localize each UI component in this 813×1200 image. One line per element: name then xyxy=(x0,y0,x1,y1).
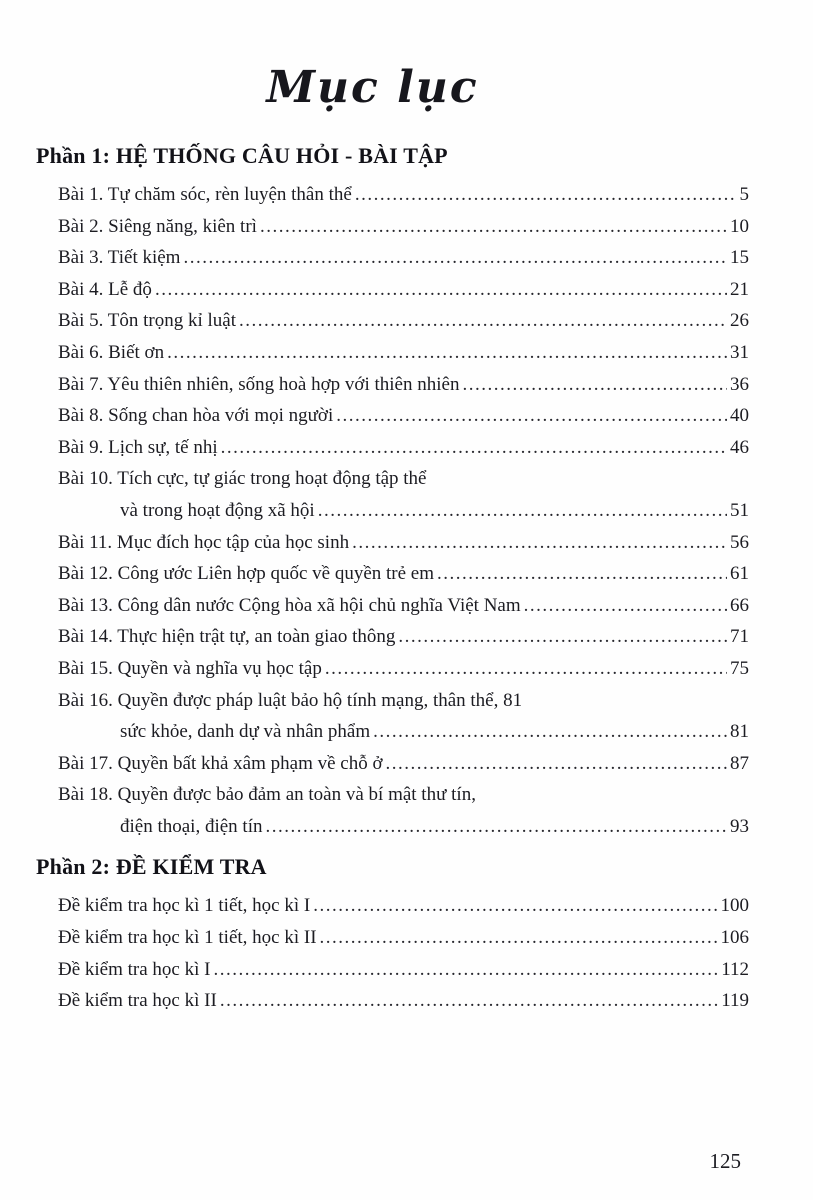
toc-entry xyxy=(58,558,749,590)
entry-label: Bài 12. Công ước Liên hợp quốc về quyền trẻ em xyxy=(58,563,435,585)
entry-page-number: 26 xyxy=(730,310,749,332)
toc-entry-continuation xyxy=(120,811,749,843)
entry-label: Bài 10. Tích cực, tự giác trong hoạt động tập thể xyxy=(58,468,427,490)
dot-leader xyxy=(220,985,718,1017)
section-heading: Phần 2: ĐỀ KIỂM TRA xyxy=(36,854,267,880)
toc-entry xyxy=(58,890,749,922)
toc-entry xyxy=(58,274,749,306)
toc-entry xyxy=(58,748,749,780)
entry-page-number: 10 xyxy=(730,215,749,237)
toc-entry xyxy=(58,211,749,243)
dot-leader xyxy=(313,890,717,922)
entry-label: Bài 6. Biết ơn xyxy=(58,341,165,363)
dot-leader xyxy=(462,369,727,401)
dot-leader xyxy=(260,211,727,243)
entry-label: Bài 11. Mục đích học tập của học sinh xyxy=(58,531,350,553)
entry-label: Bài 3. Tiết kiệm xyxy=(58,247,181,269)
dot-leader xyxy=(352,527,727,559)
dot-leader xyxy=(155,274,727,306)
page-number: 125 xyxy=(709,1149,741,1173)
entry-label: Bài 5. Tôn trọng kỉ luật xyxy=(58,310,237,332)
toc-entry xyxy=(58,922,749,954)
entry-page-number: 81 xyxy=(730,721,749,743)
entry-page-number: 119 xyxy=(721,990,749,1012)
toc-entry xyxy=(58,685,749,717)
entry-page-number: 5 xyxy=(739,184,749,205)
dot-leader xyxy=(213,954,718,986)
dot-leader xyxy=(167,337,727,369)
entry-page-number: 31 xyxy=(730,341,749,363)
entry-label: Đề kiểm tra học kì 1 tiết, học kì II xyxy=(58,927,317,949)
entry-label: Bài 9. Lịch sự, tế nhị xyxy=(58,436,218,458)
toc-entry xyxy=(58,527,749,559)
toc-entry xyxy=(58,621,749,653)
entry-page-number: 51 xyxy=(730,499,749,521)
dot-leader xyxy=(524,590,727,622)
entry-label: Bài 8. Sống chan hòa với mọi người xyxy=(58,405,334,427)
entry-page-number: 40 xyxy=(730,405,749,427)
toc-entry xyxy=(58,463,749,495)
entry-label: Bài 13. Công dân nước Cộng hòa xã hội chủ nghĩa Việt Nam xyxy=(58,594,521,616)
dot-leader xyxy=(398,621,727,653)
toc-entry xyxy=(58,179,749,211)
entry-label: sức khỏe, danh dự và nhân phẩm xyxy=(120,721,371,743)
entry-label: và trong hoạt động xã hội xyxy=(120,499,315,521)
entry-page-number: 15 xyxy=(730,247,749,269)
toc-section xyxy=(36,143,749,842)
entry-label: Đề kiểm tra học kì 1 tiết, học kì I xyxy=(58,895,311,917)
entry-label: Bài 1. Tự chăm sóc, rèn luyện thân thể xyxy=(58,184,352,205)
toc-entry xyxy=(58,337,749,369)
entry-page-number: 66 xyxy=(730,594,749,616)
dot-leader xyxy=(355,179,737,211)
entry-page-number: 106 xyxy=(720,927,749,949)
toc-entry xyxy=(58,985,749,1017)
entry-page-number: 46 xyxy=(730,436,749,458)
table-of-contents xyxy=(36,143,749,1017)
entry-label: Bài 4. Lễ độ xyxy=(58,278,152,300)
entry-label: Bài 16. Quyền được pháp luật bảo hộ tính mạng, thân thể, 81 xyxy=(58,689,523,711)
entry-page-number: 71 xyxy=(730,626,749,648)
entry-page-number: 93 xyxy=(730,815,749,837)
entry-page-number: 112 xyxy=(721,958,749,980)
toc-section xyxy=(36,854,749,1016)
dot-leader xyxy=(386,748,727,780)
toc-entry xyxy=(58,653,749,685)
entry-label: Bài 15. Quyền và nghĩa vụ học tập xyxy=(58,657,322,679)
entry-page-number: 100 xyxy=(720,895,749,917)
entry-label: Bài 17. Quyền bất khả xâm phạm về chỗ ở xyxy=(58,752,383,774)
toc-entry xyxy=(58,779,749,811)
toc-entry-continuation xyxy=(120,495,749,527)
toc-entry xyxy=(58,400,749,432)
toc-entry xyxy=(58,432,749,464)
entry-label: điện thoại, điện tín xyxy=(120,815,263,837)
dot-leader xyxy=(221,432,727,464)
dot-leader xyxy=(336,400,727,432)
section-heading: Phần 1: HỆ THỐNG CÂU HỎI - BÀI TẬP xyxy=(36,143,448,168)
entry-label: Đề kiểm tra học kì I xyxy=(58,958,211,980)
toc-entry xyxy=(58,242,749,274)
dot-leader xyxy=(318,495,727,527)
entry-page-number: 36 xyxy=(730,373,749,395)
toc-entry xyxy=(58,590,749,622)
dot-leader xyxy=(183,242,727,274)
dot-leader xyxy=(325,653,727,685)
dot-leader xyxy=(265,811,727,843)
entry-page-number: 75 xyxy=(730,657,749,679)
dot-leader xyxy=(239,305,727,337)
entry-label: Bài 18. Quyền được bảo đảm an toàn và bí mật thư tín, xyxy=(58,784,476,806)
page-title: Mục lục xyxy=(266,62,479,113)
dot-leader xyxy=(320,922,718,954)
entry-page-number: 87 xyxy=(730,752,749,774)
entry-label: Bài 2. Siêng năng, kiên trì xyxy=(58,215,257,237)
entry-page-number: 56 xyxy=(730,531,749,553)
toc-entry xyxy=(58,305,749,337)
dot-leader xyxy=(437,558,727,590)
dot-leader xyxy=(373,716,727,748)
entry-label: Bài 7. Yêu thiên nhiên, sống hoà hợp với thiên nhiên xyxy=(58,373,460,395)
entry-page-number: 21 xyxy=(730,278,749,300)
entry-page-number: 61 xyxy=(730,563,749,585)
toc-entry xyxy=(58,954,749,986)
toc-entry-continuation xyxy=(120,716,749,748)
entry-label: Bài 14. Thực hiện trật tự, an toàn giao thông xyxy=(58,626,396,648)
entry-label: Đề kiểm tra học kì II xyxy=(58,990,217,1012)
toc-entry xyxy=(58,369,749,401)
